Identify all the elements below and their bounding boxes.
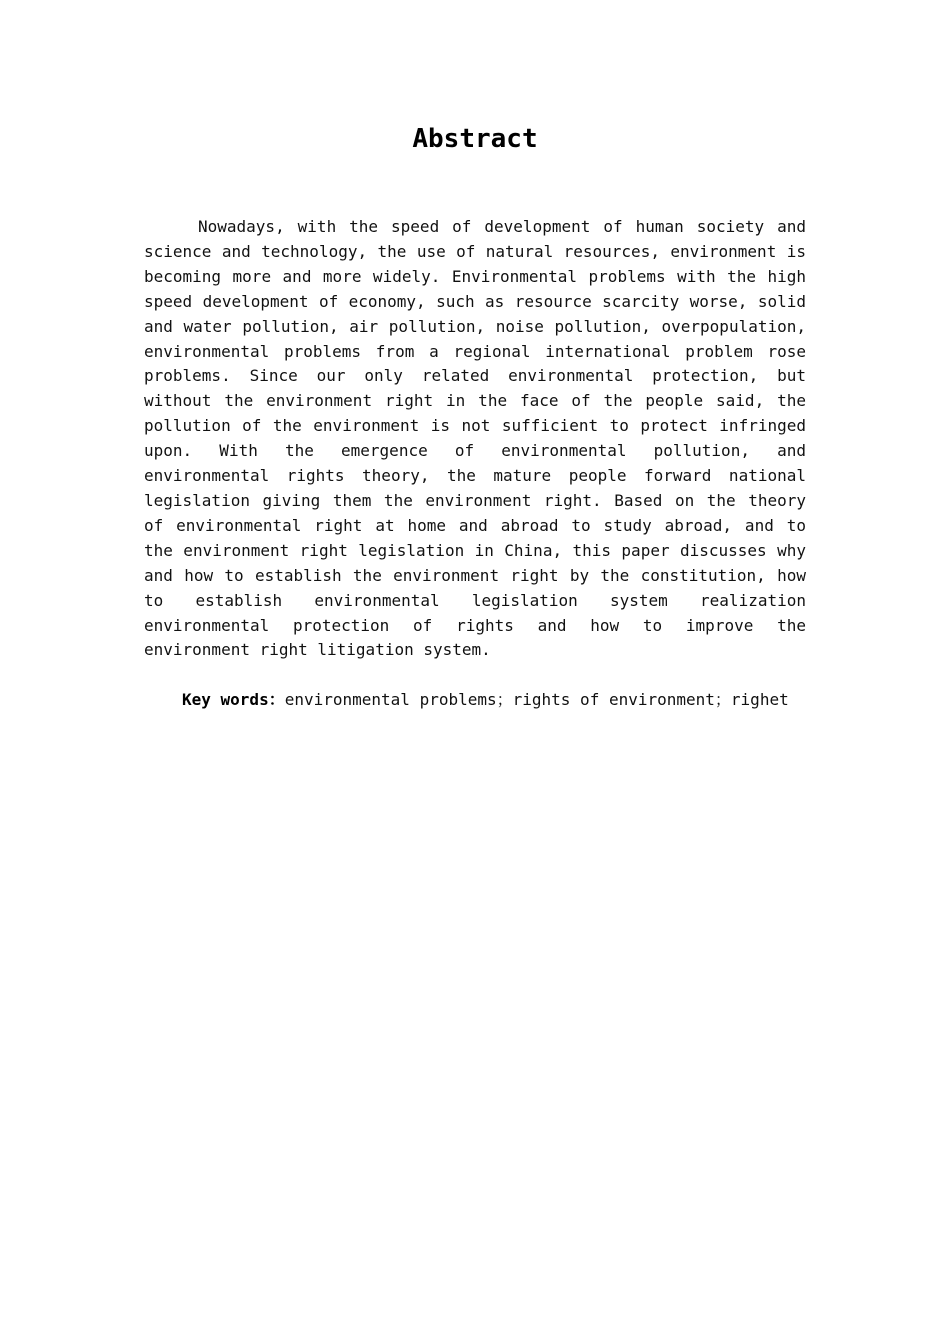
keywords-text: environmental problems；rights of environment；righet <box>284 690 789 709</box>
abstract-title: Abstract <box>412 124 538 154</box>
abstract-body: Nowadays, with the speed of development of human society and science and technology, the use of natural resources, environment is becoming more and more widely. Environmental problems with the high speed development of economy, such as resource scarcity worse, solid and water pollution, air pollution, noise pollution, overpopulation, environmental problems from a regional international problem rose problems. Since our only related environmental protection, but without the environment right in the face of the people said, the pollution of the environment is not sufficient to protect infringed upon. With the emergence of environmental pollution, and environmental rights theory, the mature people forward national legislation giving them the environment right. Based on the theory of environmental right at home and abroad to study abroad, and to the environment right legislation in China, this paper discusses why and how to establish the environment right by the constitution, how to establish environmental legislation system realization environmental protection of rights and how to improve the environment right litigation system. <box>144 217 806 660</box>
keywords-line <box>182 688 822 712</box>
keywords-label: Key words： <box>182 690 285 709</box>
